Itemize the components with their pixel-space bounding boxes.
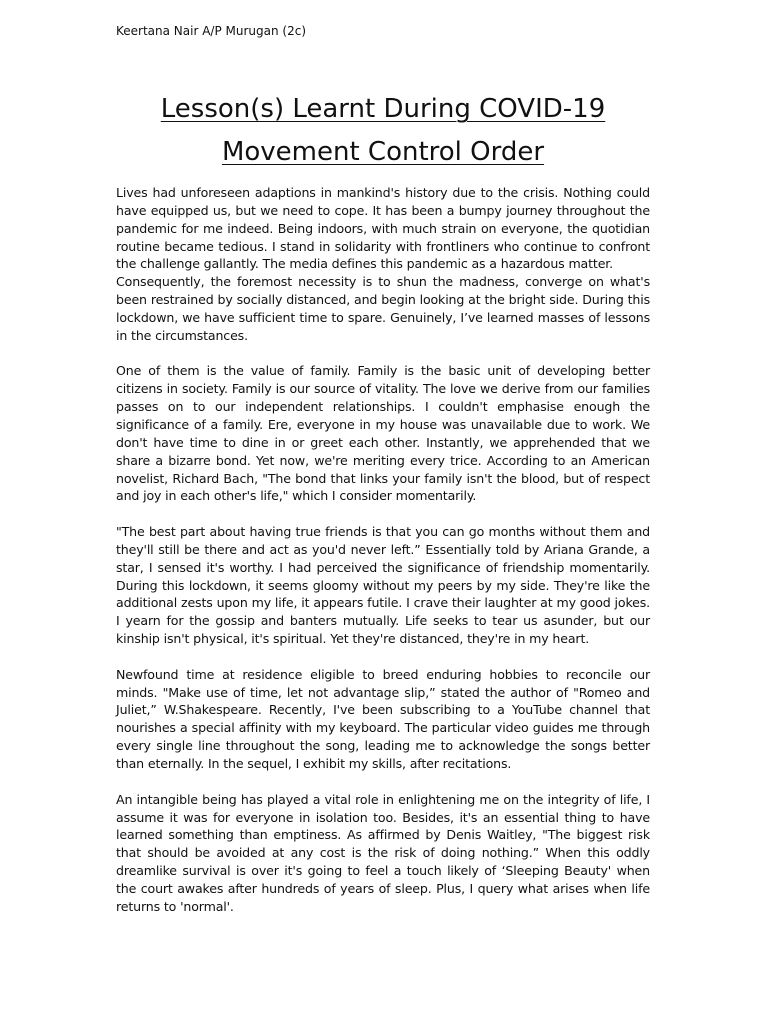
paragraph-intro: Lives had unforeseen adaptions in mankind's history due to the crisis. Nothing could have equipped us, but we need to cope. It has been a bumpy journey throughout the pandemic for me indeed. Being indoors, with much strain on everyone, the quotidian routine became tedious. I stand in solidarity with frontliners who continue to confront the challenge gallantly. The media defines this pandemic as a hazardous matter. xyxy=(116,185,650,272)
paragraph-hobbies: Newfound time at residence eligible to breed enduring hobbies to reconcile our minds. "Make use of time, let not advantage slip,” stated the author of "Romeo and Juliet,” W.Shakespeare. Recently, I've been subscribing to a YouTube channel that nourishes a special affinity with my keyboard. The particular video guides me through every single line throughout the song, leading me to acknowledge the songs better than eternally. In the sequel, I exhibit my skills, after recitations. xyxy=(116,666,650,771)
document-body xyxy=(116,184,650,916)
paragraph-family: One of them is the value of family. Family is the basic unit of developing better citizens in society. Family is our source of vitality. The love we derive from our families passes on to our independent relationships. I couldn't emphasise enough the significance of a family. Ere, everyone in my house was unavailable due to work. We don't have time to dine in or greet each other. Instantly, we apprehended that we share a bizarre bond. Yet now, we're meriting every trice. According to an American novelist, Richard Bach, "The bond that links your family isn't the blood, but of respect and joy in each other's life," which I consider momentarily. xyxy=(116,363,650,504)
author-name: Keertana Nair A/P Murugan (2c) xyxy=(116,24,307,38)
document-title xyxy=(116,88,650,174)
paragraph-friendship: "The best part about having true friends is that you can go months without them and they'll still be there and act as you'd never left.” Essentially told by Ariana Grande, a star, I sensed it's worthy. I had perceived the significance of friendship momentarily. During this lockdown, it seems gloomy without my peers by my side. They're like the additional zests upon my life, it appears futile. I crave their laughter at my good jokes. I yearn for the gossip and banters mutually. Life seeks to tear us asunder, but our kinship isn't physical, it's spiritual. Yet they're distanced, they're in my heart. xyxy=(116,524,650,647)
title-line-2: Movement Control Order xyxy=(221,137,545,167)
paragraph-consequently: Consequently, the foremost necessity is to shun the madness, converge on what's been restrained by socially distanced, and begin looking at the bright side. During this lockdown, we have sufficient time to spare. Genuinely, I’ve learned masses of lessons in the circumstances. xyxy=(116,274,650,343)
title-line-1: Lesson(s) Learnt During COVID-19 xyxy=(160,94,606,124)
paragraph-conclusion: An intangible being has played a vital role in enlightening me on the integrity of life, I assume it was for everyone in isolation too. Besides, it's an essential thing to have learned something than emptiness. As affirmed by Denis Waitley, "The biggest risk that should be avoided at any cost is the risk of doing nothing.” When this oddly dreamlike survival is over it's going to feel a touch likely of ‘Sleeping Beauty' when the court awakes after hundreds of years of sleep. Plus, I query what arises when life returns to 'normal'. xyxy=(116,791,650,914)
